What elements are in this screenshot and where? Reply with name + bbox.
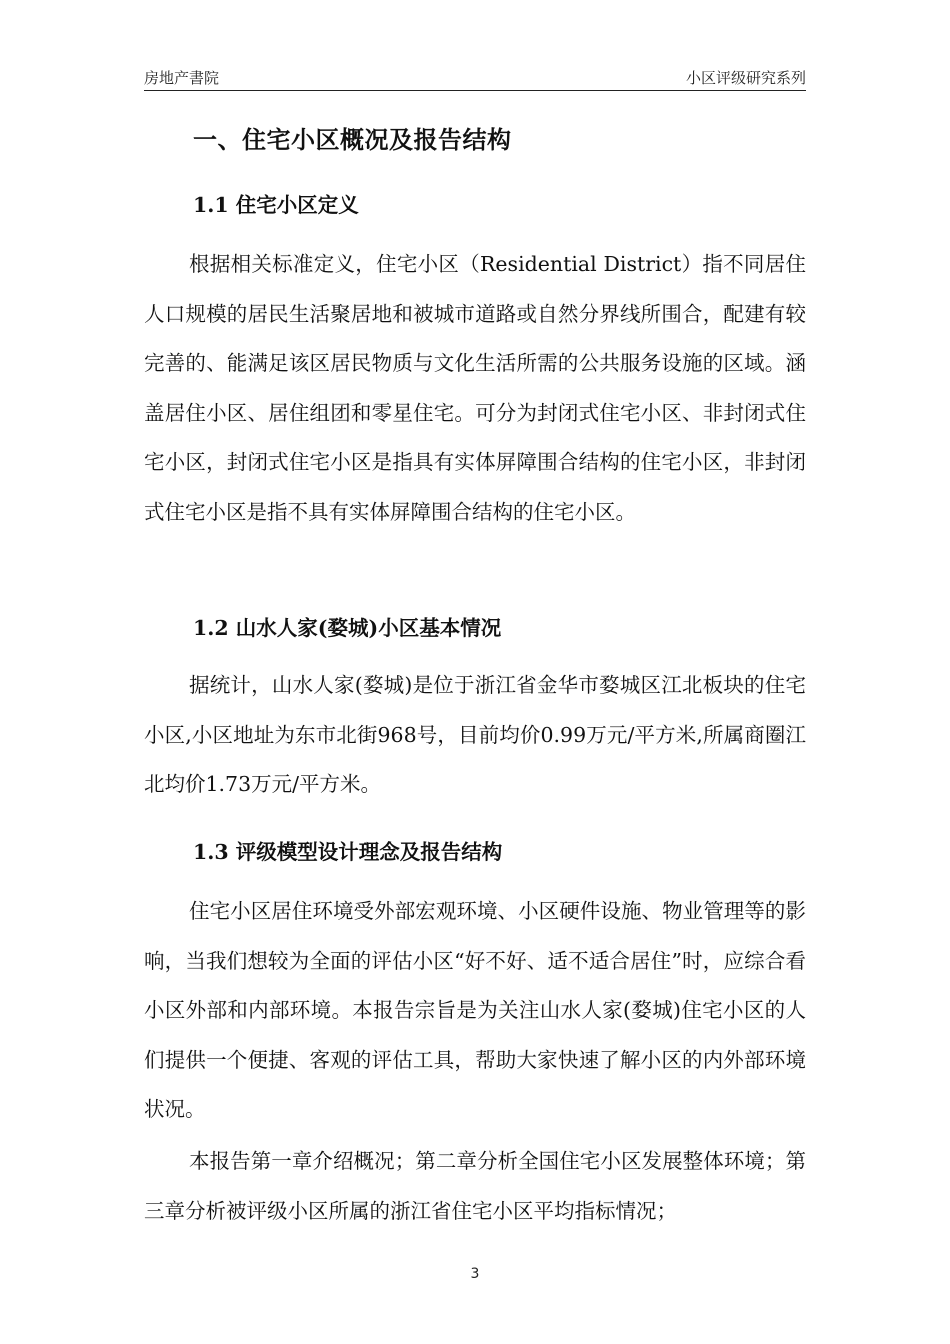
header-rule — [144, 90, 806, 91]
section-1-3-paragraph-2: 本报告第一章介绍概况；第二章分析全国住宅小区发展整体环境；第三章分析被评级小区所属的浙江省住宅小区平均指标情况； — [144, 1149, 806, 1223]
section-heading-1-3: 1.3 评级模型设计理念及报告结构 — [193, 840, 503, 864]
header-right-series: 小区评级研究系列 — [685, 69, 806, 87]
page-number: 3 — [470, 1266, 480, 1282]
header-left-brand: 房地产書院 — [144, 69, 220, 87]
section-1-2-paragraph: 据统计，山水人家(婺城)是位于浙江省金华市婺城区江北板块的住宅小区,小区地址为东市北街968号，目前均价0.99万元/平方米,所属商圈江北均价1.73万元/平方米。 — [144, 673, 806, 796]
section-heading-1-2: 1.2 山水人家(婺城)小区基本情况 — [193, 616, 502, 640]
chapter-title: 一、住宅小区概况及报告结构 — [193, 125, 512, 154]
section-1-3-paragraph-1: 住宅小区居住环境受外部宏观环境、小区硬件设施、物业管理等的影响，当我们想较为全面的评估小区“好不好、适不适合居住”时，应综合看小区外部和内部环境。本报告宗旨是为关注山水人家(婺城)住宅小区的人们提供一个便捷、客观的评估工具，帮助大家快速了解小区的内外部环境状况。 — [144, 899, 806, 1121]
section-heading-1-1: 1.1 住宅小区定义 — [193, 193, 359, 217]
section-1-1-paragraph: 根据相关标准定义，住宅小区（Residential District）指不同居住人口规模的居民生活聚居地和被城市道路或自然分界线所围合，配建有较完善的、能满足该区居民物质与文化生活所需的公共服务设施的区域。涵盖居住小区、居住组团和零星住宅。可分为封闭式住宅小区、非封闭式住宅小区，封闭式住宅小区是指具有实体屏障围合结构的住宅小区，非封闭式住宅小区是指不具有实体屏障围合结构的住宅小区。 — [144, 252, 806, 524]
